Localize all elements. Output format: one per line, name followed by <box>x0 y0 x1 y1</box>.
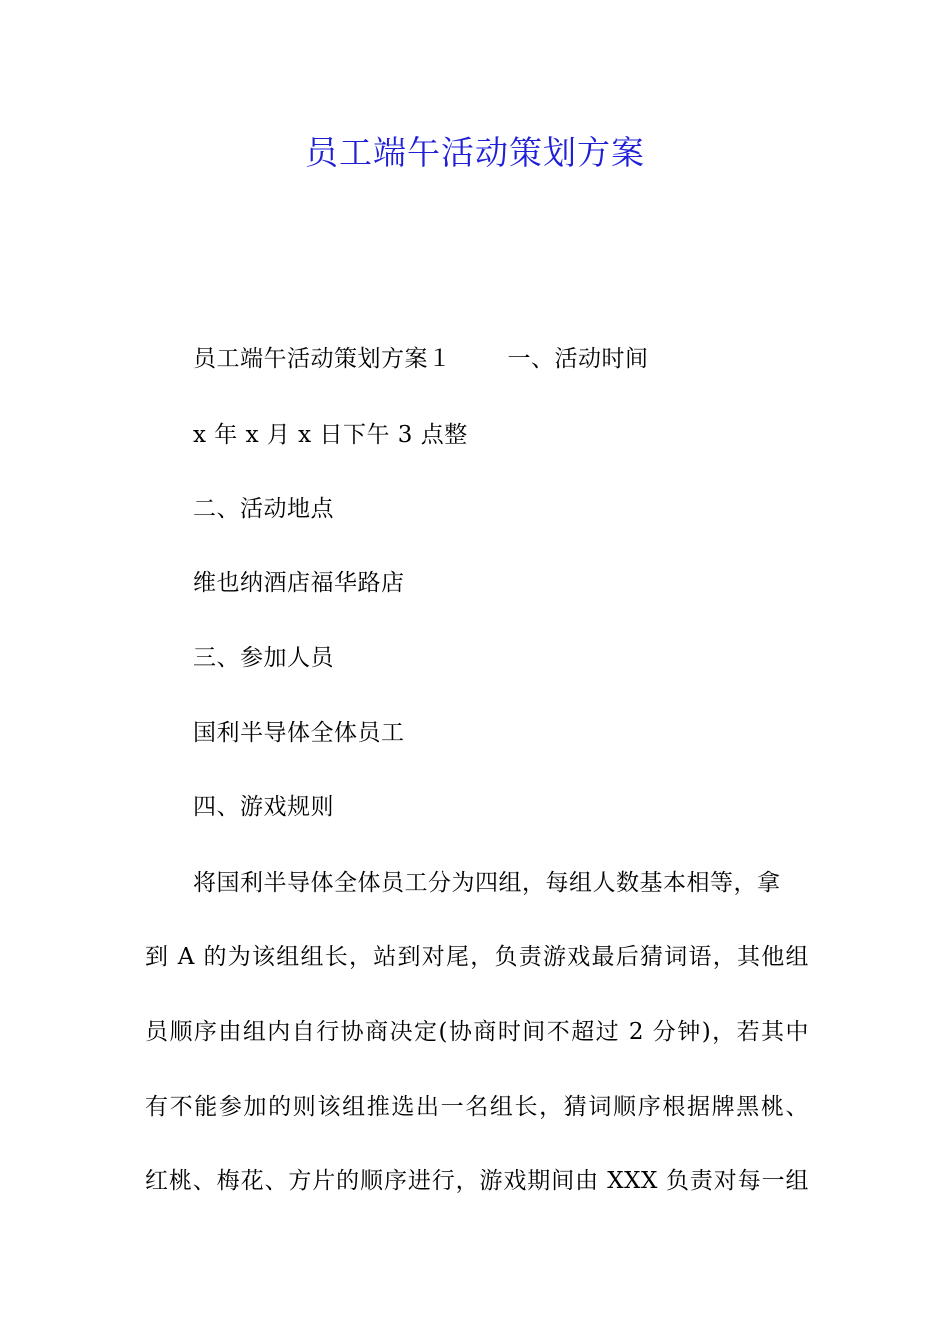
activity-time-heading: 一、活动时间 <box>507 346 649 372</box>
rules-paragraph-line: 有不能参加的则该组推选出一名组长，猜词顺序根据牌黑桃、 <box>145 1094 809 1120</box>
activity-location-value: 维也纳酒店福华路店 <box>193 570 405 596</box>
rules-paragraph-line: 将国利半导体全体员工分为四组，每组人数基本相等，拿 <box>193 870 781 896</box>
activity-location-heading: 二、活动地点 <box>193 496 334 522</box>
section-heading-1 <box>193 342 649 376</box>
rules-paragraph-line: 到 A 的为该组组长，站到对尾，负责游戏最后猜词语，其他组 <box>145 944 809 970</box>
game-rules-heading: 四、游戏规则 <box>193 794 334 820</box>
plan-title-inline: 员工端午活动策划方案１ <box>193 346 452 372</box>
activity-time-value: x 年 x 月 x 日下午 3 点整 <box>193 422 468 448</box>
participants-value: 国利半导体全体员工 <box>193 720 405 746</box>
rules-paragraph-line: 员顺序由组内自行协商决定(协商时间不超过 2 分钟)，若其中 <box>145 1019 809 1045</box>
participants-heading: 三、参加人员 <box>193 645 334 671</box>
rules-paragraph-line: 红桃、梅花、方片的顺序进行，游戏期间由 XXX 负责对每一组 <box>145 1168 809 1194</box>
document-title: 员工端午活动策划方案 <box>305 133 645 172</box>
